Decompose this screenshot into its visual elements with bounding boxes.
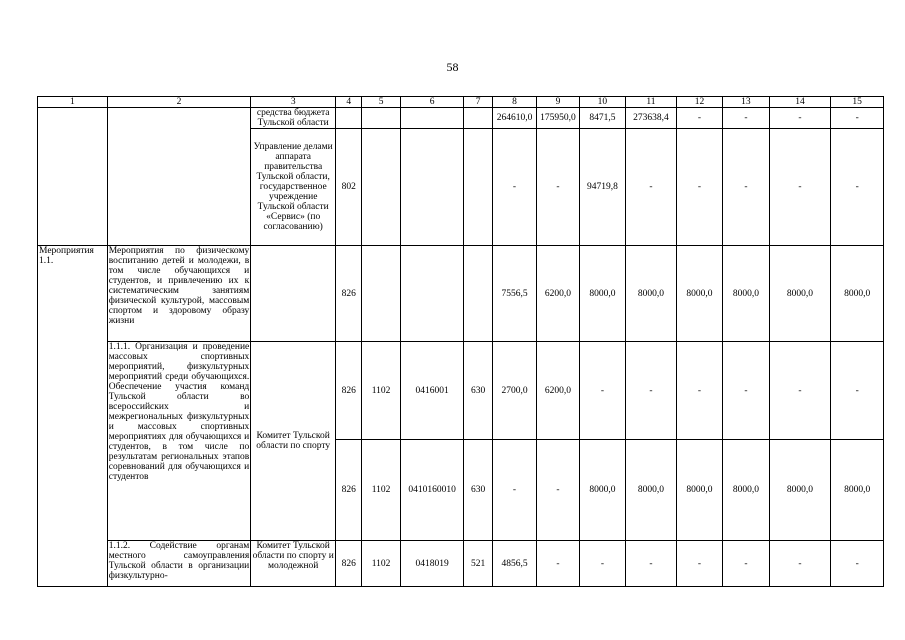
column-number: 7 <box>464 97 492 108</box>
measure-code-cell: Мероприятия 1.1. <box>38 246 108 587</box>
table-cell: - <box>676 342 722 440</box>
column-number: 10 <box>579 97 625 108</box>
table-cell: 8000,0 <box>676 246 722 342</box>
table-cell: 8000,0 <box>676 440 722 541</box>
table-cell: - <box>769 129 831 246</box>
table-cell: 630 <box>464 342 492 440</box>
table-row <box>38 342 884 440</box>
table-cell: 8000,0 <box>626 440 677 541</box>
funding-source-cell: средства бюджета Тульской области <box>251 108 336 129</box>
table-row <box>38 108 884 129</box>
table-cell <box>464 108 492 129</box>
table-cell: - <box>626 342 677 440</box>
table-cell: 264610,0 <box>492 108 536 129</box>
column-number: 11 <box>626 97 677 108</box>
measure-description-cell: Мероприятия по физическому воспитанию детей и молодежи, в том числе обучающихся и студентов, и привлечению их к систематическим занятиям физической культурой, массовым спортом и здоровому образу жизни <box>107 246 251 342</box>
table-cell: - <box>676 129 722 246</box>
table-cell: 0418019 <box>400 541 464 587</box>
table-cell: 7556,5 <box>492 246 536 342</box>
table-cell: 8000,0 <box>723 246 769 342</box>
table-cell <box>400 108 464 129</box>
table-cell: - <box>579 342 625 440</box>
table-cell: 802 <box>336 129 362 246</box>
table-cell <box>400 246 464 342</box>
table-cell: - <box>492 129 536 246</box>
column-number: 3 <box>251 97 336 108</box>
column-number: 1 <box>38 97 108 108</box>
table-cell: 8000,0 <box>831 246 884 342</box>
table-cell: - <box>676 541 722 587</box>
table-cell: 0410160010 <box>400 440 464 541</box>
table-cell: 521 <box>464 541 492 587</box>
column-number: 12 <box>676 97 722 108</box>
table-cell: - <box>723 129 769 246</box>
table-cell: 8000,0 <box>579 440 625 541</box>
budget-table <box>37 96 884 587</box>
table-cell: - <box>769 108 831 129</box>
table-cell <box>38 108 108 246</box>
table-cell <box>400 129 464 246</box>
table-cell: 8000,0 <box>626 246 677 342</box>
table-cell: 175950,0 <box>537 108 579 129</box>
column-number: 4 <box>336 97 362 108</box>
table-cell: - <box>769 541 831 587</box>
table-cell: - <box>579 541 625 587</box>
table-cell: - <box>626 541 677 587</box>
table-cell: - <box>723 342 769 440</box>
column-number: 6 <box>400 97 464 108</box>
table-cell: 6200,0 <box>537 342 579 440</box>
table-cell: 2700,0 <box>492 342 536 440</box>
executor-cell: Комитет Тульской области по спорту <box>251 342 336 541</box>
table-cell: - <box>626 129 677 246</box>
table-row <box>38 246 884 342</box>
table-cell: - <box>676 108 722 129</box>
table-cell: 8000,0 <box>769 440 831 541</box>
table-cell: - <box>769 342 831 440</box>
table-cell: 8000,0 <box>769 246 831 342</box>
column-number: 13 <box>723 97 769 108</box>
table-cell <box>336 108 362 129</box>
column-number: 14 <box>769 97 831 108</box>
table-cell: - <box>537 541 579 587</box>
table-cell <box>362 129 400 246</box>
table-cell: 8000,0 <box>831 440 884 541</box>
table-cell <box>251 246 336 342</box>
executor-cell: Управление делами аппарата правительства Тульской области, государственное учреждение Тульской области «Сервис» (по согласованию) <box>251 129 336 246</box>
page-number: 58 <box>446 60 459 74</box>
table-header-row <box>38 97 884 108</box>
table-cell: - <box>723 108 769 129</box>
table-cell: 8471,5 <box>579 108 625 129</box>
table-cell <box>362 108 400 129</box>
table-cell: 6200,0 <box>537 246 579 342</box>
table-cell: 826 <box>336 342 362 440</box>
table-cell: 1102 <box>362 440 400 541</box>
table-cell: 8000,0 <box>579 246 625 342</box>
table-cell: - <box>537 129 579 246</box>
measure-description-cell: 1.1.1. Организация и проведение массовых спортивных мероприятий, физкультурных мероприятий среди обучающихся. Обеспечение участия команд Тульской области во всероссийских и межрегиональных физкультурных и массовых спортивных мероприятиях для обучающихся и студентов, в том числе по результатам региональных этапов соревнований для обучающихся и студентов <box>107 342 251 541</box>
table-row <box>38 541 884 587</box>
executor-cell: Комитет Тульской области по спорту и молодежной <box>251 541 336 587</box>
column-number: 2 <box>107 97 251 108</box>
table-cell: - <box>537 440 579 541</box>
table-cell: 8000,0 <box>723 440 769 541</box>
table-cell: 0416001 <box>400 342 464 440</box>
column-number: 15 <box>831 97 884 108</box>
table-cell: 826 <box>336 440 362 541</box>
table-cell: 826 <box>336 541 362 587</box>
measure-description-cell: 1.1.2. Содействие органам местного самоуправления Тульской области в организации физкультурно- <box>107 541 251 587</box>
table-cell: - <box>831 541 884 587</box>
table-cell: 1102 <box>362 541 400 587</box>
table-cell: 4856,5 <box>492 541 536 587</box>
table-cell: - <box>723 541 769 587</box>
table-cell: - <box>831 129 884 246</box>
table-cell <box>362 246 400 342</box>
table-cell: - <box>831 108 884 129</box>
table-cell <box>107 108 251 246</box>
table-cell: 630 <box>464 440 492 541</box>
table-cell <box>464 246 492 342</box>
table-cell: 826 <box>336 246 362 342</box>
table-cell: - <box>492 440 536 541</box>
table-cell: 94719,8 <box>579 129 625 246</box>
table-cell <box>464 129 492 246</box>
column-number: 5 <box>362 97 400 108</box>
table-cell: 1102 <box>362 342 400 440</box>
column-number: 9 <box>537 97 579 108</box>
column-number: 8 <box>492 97 536 108</box>
table-cell: 273638,4 <box>626 108 677 129</box>
table-cell: - <box>831 342 884 440</box>
